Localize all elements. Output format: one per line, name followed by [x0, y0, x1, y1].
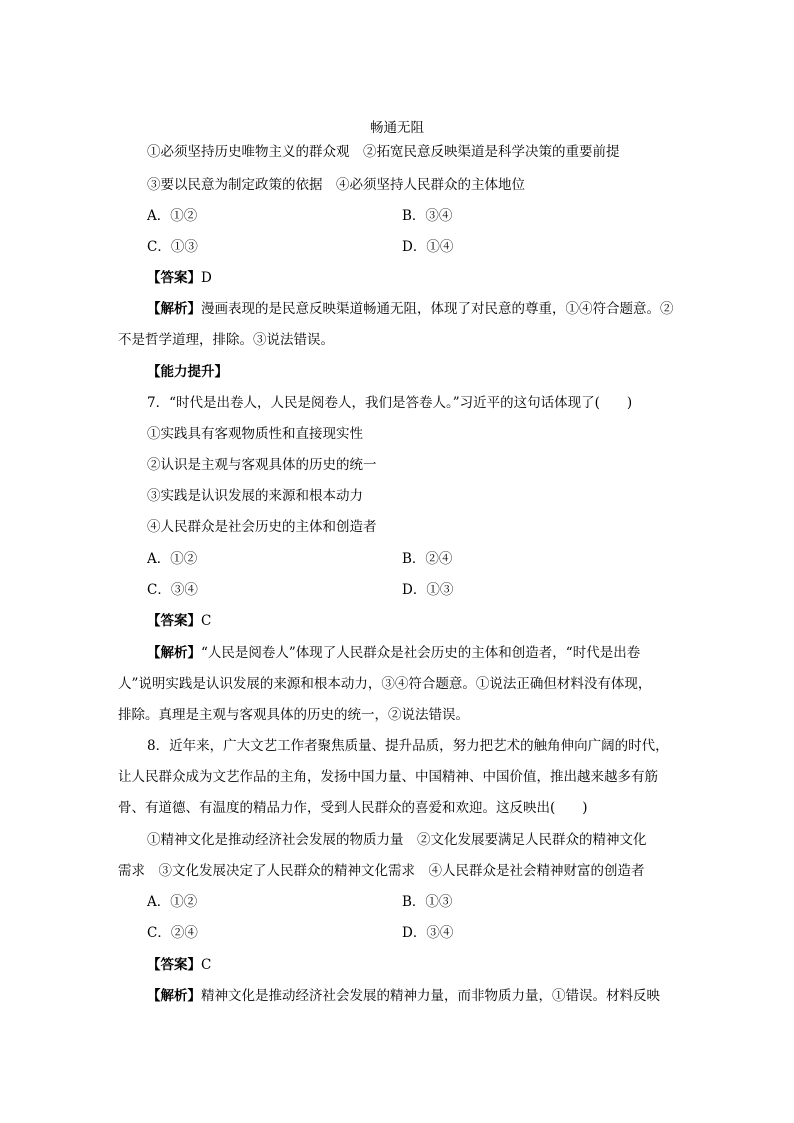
answer-value: C [201, 613, 212, 629]
q7-item-1: ①实践具有客观物质性和直接现实性 [147, 426, 363, 442]
q8-choice-d: D．③④ [402, 925, 454, 941]
q7-choice-d: D．①③ [402, 582, 454, 598]
cartoon-caption: 畅通无阻 [370, 120, 424, 136]
q8-answer [147, 955, 211, 975]
q8-items-line-2: 需求 ③文化发展决定了人民群众的精神文化需求 ④人民群众是社会精神财富的创造者 [118, 863, 645, 879]
q7-item-4: ④人民群众是社会历史的主体和创造者 [147, 519, 377, 535]
q8-stem-line-1: 8．近年来，广大文艺工作者聚焦质量、提升品质，努力把艺术的触角伸向广阔的时代， [147, 738, 669, 754]
answer-label: 【答案】 [147, 613, 201, 629]
q7-analysis-line-1: 【解析】“人民是阅卷人”体现了人民群众是社会历史的主体和创造者，“时代是出卷 [147, 645, 641, 661]
q6-choice-b: B．③④ [402, 208, 453, 224]
q8-items-line-1: ①精神文化是推动经济社会发展的物质力量 ②文化发展要满足人民群众的精神文化 [147, 832, 647, 848]
q7-choice-c: C．③④ [147, 582, 198, 598]
q7-answer [147, 611, 211, 631]
q6-choice-c: C．①③ [147, 239, 198, 255]
q7-analysis-line-2: 人”说明实践是认识发展的来源和根本动力，③④符合题意。①说法正确但材料没有体现， [118, 676, 652, 692]
analysis-label: 【解析】 [147, 988, 201, 1004]
q6-answer [147, 268, 212, 288]
answer-label: 【答案】 [147, 270, 201, 286]
q8-analysis-line-1: 【解析】精神文化是推动经济社会发展的精神力量，而非物质力量，①错误。材料反映 [147, 988, 660, 1004]
section-title: 【能力提升】 [147, 364, 228, 380]
q6-options-line-1: ①必须坚持历史唯物主义的群众观 ②拓宽民意反映渠道是科学决策的重要前提 [147, 144, 620, 160]
analysis-label: 【解析】 [147, 645, 201, 661]
q6-analysis-line-2: 不是哲学道理，排除。③说法错误。 [118, 332, 334, 348]
q8-choice-c: C．②④ [147, 925, 198, 941]
answer-label: 【答案】 [147, 957, 201, 973]
q8-choice-b: B．①③ [402, 894, 453, 910]
q8-choice-a: A．①② [147, 894, 198, 910]
q7-item-3: ③实践是认识发展的来源和根本动力 [147, 488, 363, 504]
q7-stem: 7．“时代是出卷人，人民是阅卷人，我们是答卷人。”习近平的这句话体现了( ) [147, 395, 633, 411]
answer-value: D [201, 270, 212, 286]
q6-choice-d: D．①④ [402, 239, 454, 255]
answer-value: C [201, 957, 212, 973]
q8-stem-line-3: 骨、有道德、有温度的精品力作，受到人民群众的喜爱和欢迎。这反映出( ) [118, 800, 588, 816]
q7-analysis-line-3: 排除。真理是主观与客观具体的历史的统一，②说法错误。 [118, 707, 469, 723]
q6-choice-a: A．①② [147, 208, 198, 224]
q7-item-2: ②认识是主观与客观具体的历史的统一 [147, 457, 377, 473]
q6-options-line-2: ③要以民意为制定政策的依据 ④必须坚持人民群众的主体地位 [147, 177, 525, 193]
q7-choice-a: A．①② [147, 551, 198, 567]
q7-choice-b: B．②④ [402, 551, 453, 567]
q6-analysis-line-1: 【解析】漫画表现的是民意反映渠道畅通无阻，体现了对民意的尊重，①④符合题意。② [147, 301, 674, 317]
q8-stem-line-2: 让人民群众成为文艺作品的主角，发扬中国力量、中国精神、中国价值，推出越来越多有筋 [118, 769, 658, 785]
analysis-label: 【解析】 [147, 301, 201, 317]
